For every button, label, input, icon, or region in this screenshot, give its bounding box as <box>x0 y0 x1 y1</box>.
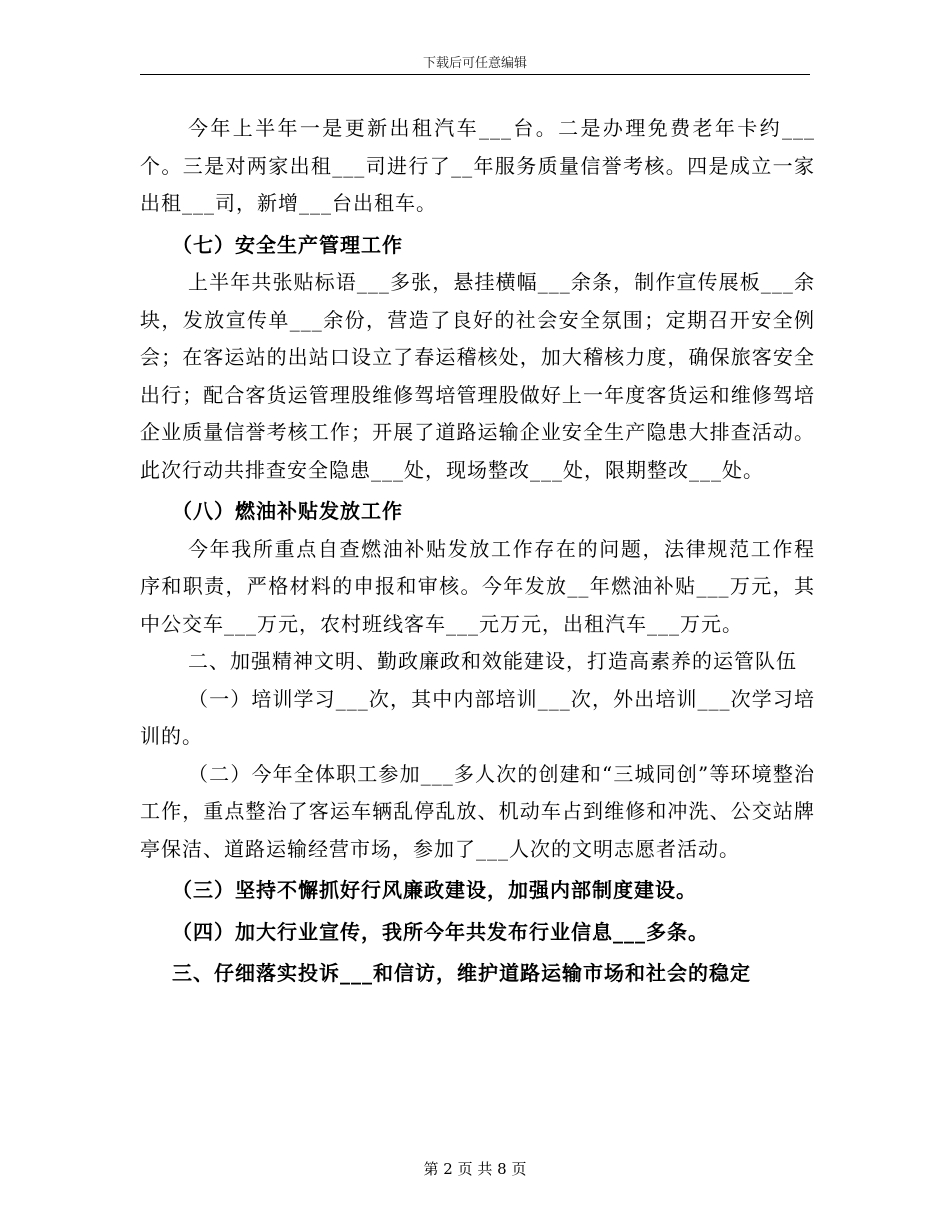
paragraph-civilization: （二）今年全体职工参加___多人次的创建和“三城同创”等环境整治工作，重点整治了客运车辆乱停乱放、机动车占到维修和冲洗、公交站牌亭保洁、道路运输经营市场，参加了___人次的文明志愿者活动。 <box>140 761 815 861</box>
section-heading-safety: （七）安全生产管理工作 <box>172 232 403 257</box>
section-heading-fuel-subsidy: （八）燃油补贴发放工作 <box>172 499 403 523</box>
paragraph-taxi-work: 今年上半年一是更新出租汽车___台。二是办理免费老年卡约___个。三是对两家出租___司进行了__年服务质量信誉考核。四是成立一家出租___司，新增___台出租车。 <box>140 116 815 215</box>
header-divider <box>140 74 810 75</box>
heading-section-three: 三、仔细落实投诉___和信访，维护道路运输市场和社会的稳定 <box>172 961 751 985</box>
paragraph-training: （一）培训学习___次，其中内部培训___次，外出培训___次学习培训的。 <box>140 686 815 748</box>
heading-integrity: （三）坚持不懈抓好行风廉政建设，加强内部制度建设。 <box>172 878 697 902</box>
heading-publicity: （四）加大行业宣传，我所今年共发布行业信息___多条。 <box>172 919 709 944</box>
paragraph-fuel-subsidy: 今年我所重点自查燃油补贴发放工作存在的问题，法律规范工作程序和职责，严格材料的申报和审核。今年发放__年燃油补贴___万元，其中公交车___万元，农村班线客车___元万元，出租汽车___万元。 <box>140 536 815 636</box>
paragraph-safety: 上半年共张贴标语___多张，悬挂横幅___余条，制作宣传展板___余块，发放宣传单___余份，营造了良好的社会安全氛围；定期召开安全例会；在客运站的出站口设立了春运稽核处，加大稽核力度，确保旅客安全出行；配合客货运管理股维修驾培管理股做好上一年度客货运和维修驾培企业质量信誉考核工作；开展了道路运输企业安全生产隐患大排查活动。此次行动共排查安全隐患___处，现场整改___处，限期整改___处。 <box>140 270 815 482</box>
paragraph-section-two: 二、加强精神文明、勤政廉政和效能建设，打造高素养的运管队伍 <box>188 649 797 673</box>
page-footer: 第 2 页 共 8 页 <box>423 1160 527 1178</box>
page-header: 下载后可任意编辑 <box>422 56 527 71</box>
document-body <box>140 110 815 993</box>
